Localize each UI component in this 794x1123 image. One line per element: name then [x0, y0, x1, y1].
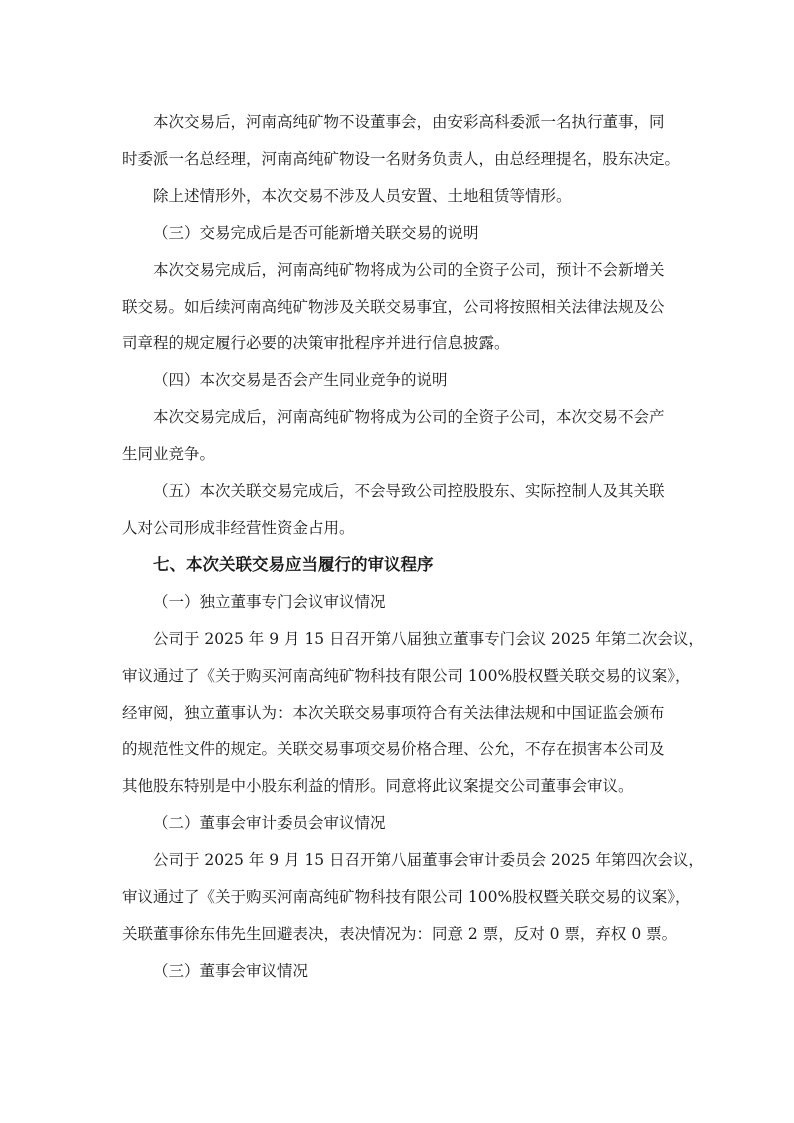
paragraph-line: 审议通过了《关于购买河南高纯矿物科技有限公司 100%股权暨关联交易的议案》，: [122, 666, 691, 685]
subsection-title: （三）董事会审议情况: [153, 961, 309, 980]
subsection-title: （四）本次交易是否会产生同业竞争的说明: [153, 371, 448, 390]
paragraph-line: 联交易。如后续河南高纯矿物涉及关联交易事宜，公司将按照相关法律法规及公: [122, 297, 665, 316]
paragraph-line: 公司于 2025 年 9 月 15 日召开第八届董事会审计委员会 2025 年第四次会议，: [153, 851, 704, 870]
paragraph-line: 生同业竞争。: [122, 445, 216, 464]
section-heading: 七、本次关联交易应当履行的审议程序: [153, 554, 434, 574]
paragraph-line: 的规范性文件的规定。关联交易事项交易价格合理、公允，不存在损害本公司及: [122, 740, 665, 759]
paragraph-line: 本次交易完成后，河南高纯矿物将成为公司的全资子公司，预计不会新增关: [153, 260, 665, 279]
paragraph-line: 司章程的规定履行必要的决策审批程序并进行信息披露。: [122, 334, 510, 353]
paragraph-line: 关联董事徐东伟先生回避表决，表决情况为：同意 2 票，反对 0 票，弃权 0 票。: [122, 924, 678, 943]
paragraph-line: 本次交易完成后，河南高纯矿物将成为公司的全资子公司，本次交易不会产: [153, 408, 665, 427]
paragraph-line: 其他股东特别是中小股东利益的情形。同意将此议案提交公司董事会审议。: [122, 777, 634, 796]
paragraph-line: 审议通过了《关于购买河南高纯矿物科技有限公司 100%股权暨关联交易的议案》，: [122, 888, 691, 907]
subsection-title: （二）董事会审计委员会审议情况: [153, 814, 386, 833]
paragraph-line: 除上述情形外，本次交易不涉及人员安置、土地租赁等情形。: [153, 186, 572, 205]
paragraph-line: 时委派一名总经理，河南高纯矿物设一名财务负责人，由总经理提名，股东决定。: [122, 149, 681, 168]
paragraph-line: 经审阅，独立董事认为：本次关联交易事项符合有关法律法规和中国证监会颁布: [122, 703, 665, 722]
subsection-title: （一）独立董事专门会议审议情况: [153, 592, 386, 611]
paragraph-line: 人对公司形成非经营性资金占用。: [122, 518, 355, 537]
subsection-title: （三）交易完成后是否可能新增关联交易的说明: [153, 223, 479, 242]
paragraph-line: 公司于 2025 年 9 月 15 日召开第八届独立董事专门会议 2025 年第二次会议，: [153, 629, 704, 648]
paragraph-line: （五）本次关联交易完成后，不会导致公司控股股东、实际控制人及其关联: [153, 482, 665, 501]
document-body: [122, 104, 704, 990]
paragraph-line: 本次交易后，河南高纯矿物不设董事会，由安彩高科委派一名执行董事，同: [153, 113, 665, 131]
